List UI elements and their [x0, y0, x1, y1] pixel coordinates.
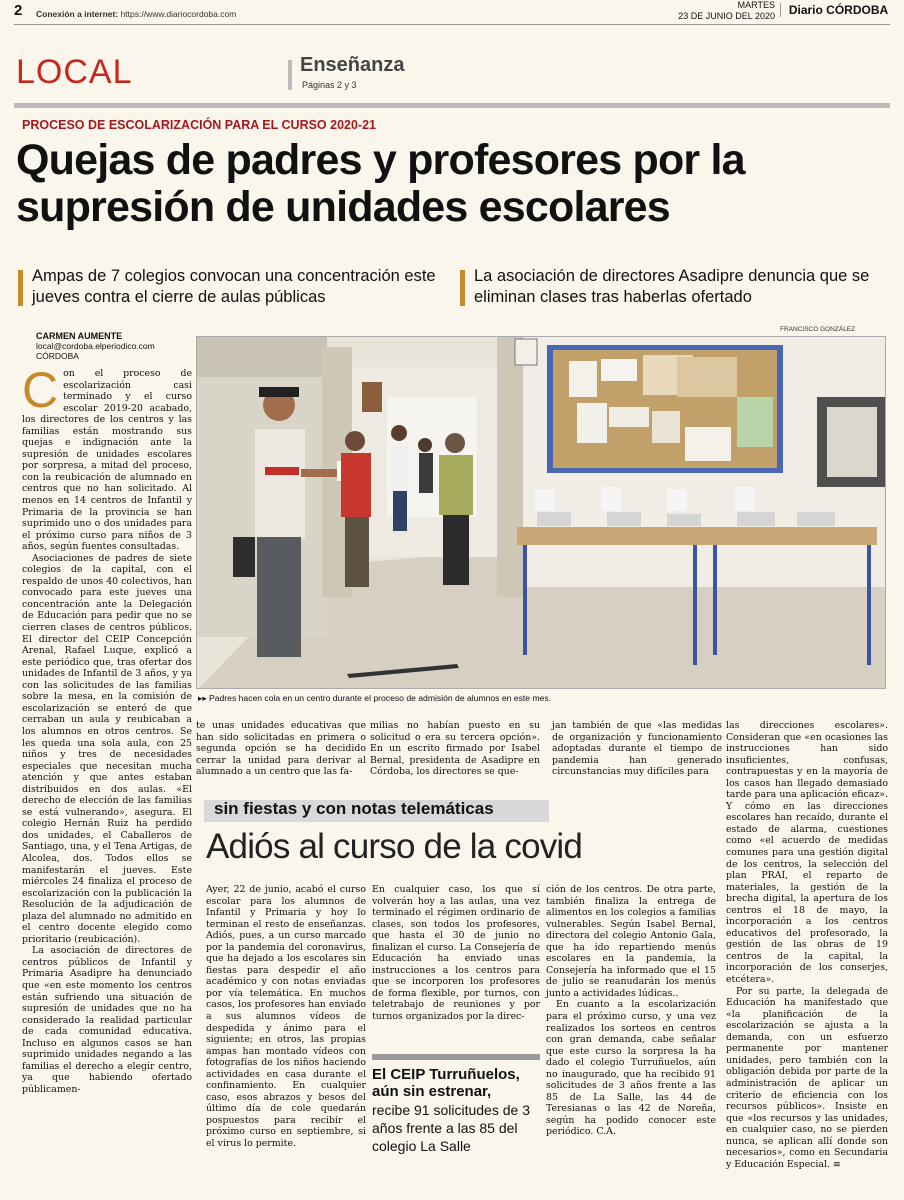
- header-rule: [14, 24, 890, 25]
- subhead-bar-left: [18, 270, 23, 306]
- article-lead-paragraph: Con el proceso de escolarización casi terminado y el curso escolar 2019-20 acabado, los directores de los centros y las familias están mostrando sus quejas e indignación ante la supresión de unidades escolares por sorpresa, a mitad del proceso, con la reubicación de alumnado en centros que no han solicitado. Al menos en 14 centros de Infantil y Primaria de la provincia se han suprimido uno o dos unidades para el próximo curso para niños de 3 años, según fuentes consultadas.: [22, 362, 192, 553]
- date-block: [660, 0, 775, 22]
- article-column-4: [552, 720, 722, 778]
- inset-column-3: [546, 884, 716, 1138]
- article-headline: Quejas de padres y profesores por la supresión de unidades escolares: [16, 136, 745, 231]
- author-city: CÓRDOBA: [36, 351, 79, 361]
- highlight-box-title: El CEIP Turruñuelos, aún sin estrenar,: [372, 1066, 520, 1100]
- article-paragraph: jan también de que «las medidas de organización y funcionamiento adoptadas durante el tiempo de pandemia han generado circunstancias muy difíciles para: [552, 720, 722, 778]
- section-subtitle: Enseñanza: [300, 54, 405, 76]
- inset-column-2: [372, 884, 540, 1023]
- newspaper-brand: Diario CÓRDOBA: [780, 3, 890, 17]
- byline: [36, 331, 155, 361]
- date: 23 DE JUNIO DEL 2020: [678, 11, 775, 21]
- school-corridor-photo: [197, 337, 886, 689]
- section-pages: Páginas 2 y 3: [302, 80, 357, 90]
- article-paragraph: te unas unidades educativas que han sido solicitadas en primera o segunda opción se ha decidido cerrar la unidad para derivar al alumnado a un centro que las fa-: [196, 720, 366, 778]
- inset-paragraph: Ayer, 22 de junio, acabó el curso escolar para los alumnos de Infantil y Primaria y hoy lo terminan el resto de enseñanzas. Adiós, pues, a un curso marcado por la pandemia del coronavirus, que ha dejado a los escolares sin fiestas para despedir el año académico y con notas enviadas por vía telemática. En muchos casos, los profesores han enviado a sus alumnos vídeos de despedida y ánimo para el siguiente; en otros, las propias ampas han montado vídeos con fotografías de los niños haciendo actividades en casa durante el confinamiento. En cualquier caso, esos abrazos y besos del último día de cole quedarán pospuestos para recibir el próximo curso en septiembre, si el virus lo permite.: [206, 884, 366, 1150]
- article-column-3: [370, 720, 540, 778]
- article-column-1: [22, 362, 192, 1095]
- inset-paragraph: ción de los centros. De otra parte, también finaliza la entrega de alimentos en los colegios a familias vulnerables. Según Isabel Bernal, directora del colegio Antonio Gala, que ha ido repartiendo menús escolares en la pandemia, la Consejería ha informado que el 15 de julio se reanudarán los menús junto a actividades lúdicas..: [546, 884, 716, 999]
- article-paragraph: Por su parte, la delegada de Educación ha manifestado que «la planificación de la escolarización se ajusta a la demanda, con un esfuerzo permanente por mantener unidades, pero también con la obligación debida por parte de la administración de aplicar un criterio de eficiencia con los recursos públicos». Insiste en que «los recursos y las unidades, en cualquier caso, no se pierden nunca, se aplican allí donde son necesarios», como en Secundaria y Educación Especial. ≡: [726, 985, 888, 1170]
- inset-title: Adiós al curso de la covid: [206, 827, 583, 866]
- article-paragraph: las direcciones escolares». Consideran que «en ocasiones las instrucciones han sido insuficientes, confusas, contrapuestas y en la mayoría de los casos han llegado demasiado tarde para una aplicación eficaz». Y cómo en las direcciones escolares han recaído, durante el estado de alarma, cuestiones como «el acuerdo de medidas comunes para una gestión digital de los centros, la selección del plan PRAI, el reparto de materiales, la gestión de la brecha digital, la apertura de los centros el 18 de mayo, la incorporación a los centros educativos del profesorado, la gestión de las obras de 19 centros de la capital, la incorporación de los conserjes, etcétera».: [726, 720, 888, 986]
- highlight-box-rule: [372, 1054, 540, 1060]
- connection-url[interactable]: https://www.diariocordoba.com: [120, 9, 237, 19]
- page-number: 2: [14, 2, 23, 19]
- section-title: LOCAL: [16, 53, 133, 91]
- article-paragraph: Asociaciones de padres de siete colegios de la capital, con el respaldo de unos 40 colectivos, han convocado para este jueves una concentración ante la Delegación de Educación para pedir que no se cierren clases de centros públicos. El director del CEIP Concepción Arenal, Rafael Luque, explicó a este periódico que, tras ofertar dos unidades de Infantil de 3 años, y ya con las solicitudes de las familias sobre la mesa, en la comisión de escolarización se enteró de que cerraban un aula y reubicaban a los alumnos en otros centros. Se les queda una sola aula, con 25 niños y tres de necesidades especiales que necesitan mucha atención y que antes estaban distribuidos en dos aulas. «El derecho de elección de las familias se está vulnerando», asegura. El colegio Hernán Ruiz ha perdido dos unidades, el Caballeros de Santiago, una, y el Tena Artigas, de Alcolea, dos. Todos ellos se manifestarán el jueves. Este miércoles 24 finaliza el proceso de escolarización con la publicación la Resolución de la adjudicación de plaza del alumnado no admitido en el centro docente elegido como prioritario (reubicación).: [22, 552, 192, 945]
- article-column-2: [196, 720, 366, 778]
- highlight-box-text: recibe 91 solicitudes de 3 años frente a las 85 del colegio La Salle: [372, 1102, 530, 1154]
- article-photo: [196, 336, 886, 689]
- inset-kicker: sin fiestas y con notas telemáticas: [214, 799, 494, 818]
- section-rule: [14, 103, 890, 108]
- inset-column-1: [206, 884, 366, 1150]
- photo-caption: ▸▸ Padres hacen cola en un centro durante el proceso de admisión de alumnos en este mes.: [198, 693, 552, 703]
- article-kicker: PROCESO DE ESCOLARIZACIÓN PARA EL CURSO 2020-21: [22, 118, 377, 132]
- article-column-5: [726, 720, 888, 1170]
- subhead-left: Ampas de 7 colegios convocan una concentración este jueves contra el cierre de aulas públicas: [32, 267, 436, 306]
- section-divider: [288, 60, 292, 90]
- article-paragraph: milias no habían puesto en su solicitud o era su tercera opción». En un escrito firmado por Isabel Bernal, presidenta de Asadipre en Córdoba, los directores se que-: [370, 720, 540, 778]
- photo-credit: FRANCISCO GONZÁLEZ: [780, 326, 856, 333]
- subhead-right: La asociación de directores Asadipre denuncia que se eliminan clases tras haberlas ofertado: [474, 267, 870, 306]
- weekday: MARTES: [737, 0, 775, 10]
- inset-paragraph: En cualquier caso, los que sí volverán hoy a las aulas, una vez terminado el régimen ordinario de clases, son todos los profesores, que hasta el 30 de junio no finalizan el curso. La Consejería de Educación ha enviado unas instrucciones a los centros para que se incorporen los profesores de forma flexible, por turnos, con teletrabajo de reuniones y por turnos organizados por la direc-: [372, 884, 540, 1023]
- inset-paragraph: En cuanto a la escolarización para el próximo curso, y una vez realizados los sorteos en centros con gran demanda, cabe señalar que este curso la sorpresa la ha dado el colegio Turruñuelos, aún no inaugurado, que ha recibido 91 solicitudes de 3 años frente a las 85 de La Salle, las 44 de Teresianas o las 42 de Noreña, según ha podido conocer este periódico. C.A.: [546, 999, 716, 1138]
- drop-cap: C: [22, 362, 59, 418]
- subhead-bar-right: [460, 270, 465, 306]
- article-paragraph: La asociación de directores de centros públicos de Infantil y Primaria Asadipre ha denunciado que «en este momento los centros están sufriendo una situación de supresión de unidades que no ha considerado la realidad particular de cada comunidad educativa. Incluso en algunos casos se han suprimido unidades negando a las familias el derecho a elegir centro, ya que habiendo ofertado públicamen-: [22, 945, 192, 1095]
- author-name: CARMEN AUMENTE: [36, 331, 123, 341]
- connection-info: [36, 9, 236, 19]
- author-email[interactable]: local@cordoba.elperiodico.com: [36, 341, 155, 351]
- connection-label: Conexión a internet:: [36, 9, 119, 19]
